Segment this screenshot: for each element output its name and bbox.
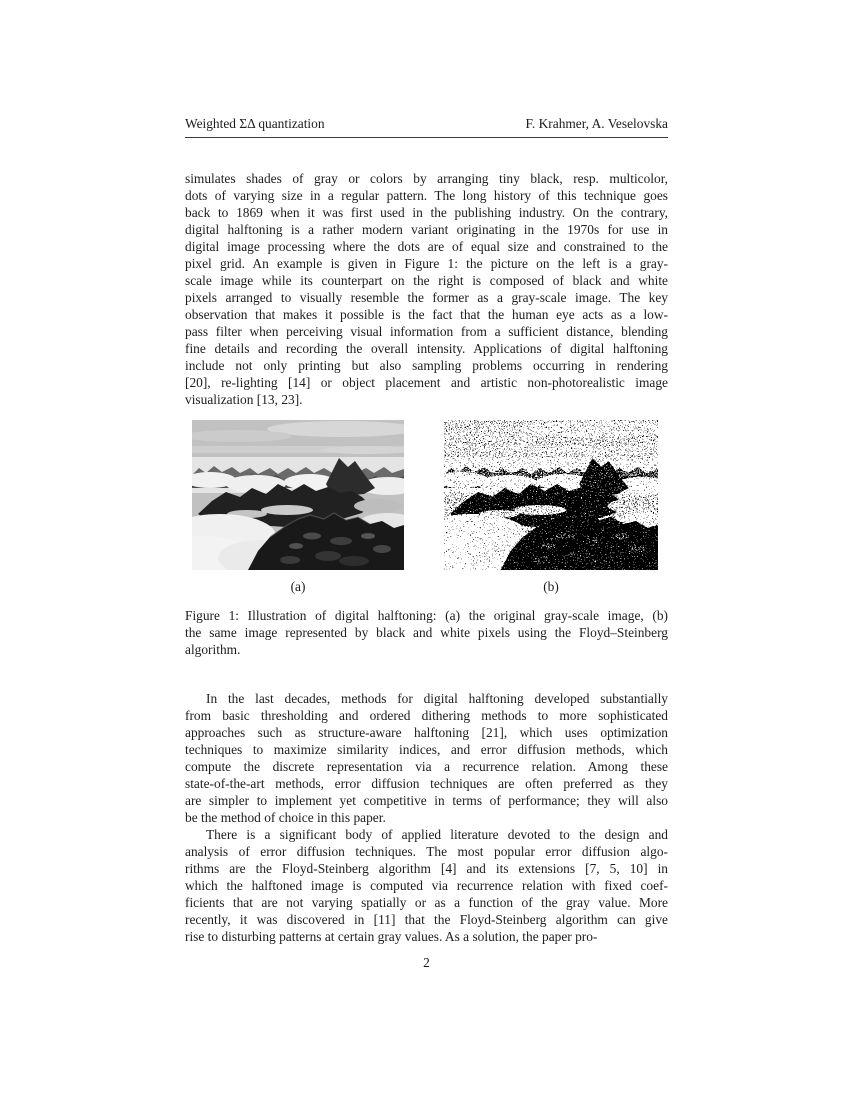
figure-1-caption bbox=[185, 607, 668, 658]
text-line: state-of-the-art methods, error diffusion techniques are often preferred as they bbox=[185, 776, 668, 791]
text-line: observation that makes it possible is the fact that the human eye acts as a low- bbox=[185, 307, 668, 322]
text-line: Figure 1: Illustration of digital halftoning: (a) the original gray-scale image, (b) bbox=[185, 608, 668, 623]
text-line: fine details and recording the overall intensity. Applications of digital halftoning bbox=[185, 341, 668, 356]
subfigure-a bbox=[192, 420, 404, 595]
text-line: In the last decades, methods for digital halftoning developed substantially bbox=[206, 691, 668, 706]
text-line: simulates shades of gray or colors by arranging tiny black, resp. multicolor, bbox=[185, 171, 668, 186]
text-line: the same image represented by black and white pixels using the Floyd–Steinberg bbox=[185, 625, 668, 640]
text-line: pass filter when perceiving visual information from a sufficient distance, blending bbox=[185, 324, 668, 339]
text-line: which the halftoned image is computed via recurrence relation with fixed coef- bbox=[185, 878, 668, 893]
text-line: analysis of error diffusion techniques. The most popular error diffusion algo- bbox=[185, 844, 668, 859]
paragraph-2 bbox=[185, 690, 668, 826]
running-header bbox=[185, 116, 668, 138]
paragraph-1 bbox=[185, 170, 668, 408]
running-authors: F. Krahmer, A. Veselovska bbox=[525, 116, 668, 131]
running-title: Weighted ΣΔ quantization bbox=[185, 116, 325, 131]
page-number: 2 bbox=[423, 955, 430, 970]
text-line: dots of varying size in a regular pattern. The long history of this technique goes bbox=[185, 188, 668, 203]
text-line: recently, it was discovered in [11] that the Floyd-Steinberg algorithm can give bbox=[185, 912, 668, 927]
text-line: techniques to maximize similarity indices, and error diffusion methods, which bbox=[185, 742, 668, 757]
text-line: ficients that are not varying spatially or as a function of the gray value. More bbox=[185, 895, 668, 910]
text-line: pixels arranged to visually resemble the former as a gray-scale image. The key bbox=[185, 290, 668, 305]
subfigure-b bbox=[444, 420, 658, 595]
text-line: scale image while its counterpart on the right is composed of black and white bbox=[185, 273, 668, 288]
subfigure-label-a: (a) bbox=[290, 579, 306, 594]
text-line: be the method of choice in this paper. bbox=[185, 810, 386, 825]
text-line: from basic thresholding and ordered dithering methods to more sophisticated bbox=[185, 708, 668, 723]
text-line: compute the discrete representation via a recurrence relation. Among these bbox=[185, 759, 668, 774]
figure-1a-grayscale-mountain-image bbox=[192, 420, 404, 570]
text-line: digital image processing where the dots are of equal size and constrained to the bbox=[185, 239, 668, 254]
text-line: [20], re-lighting [14] or object placement and artistic non-photorealistic image bbox=[185, 375, 668, 390]
text-line: are simpler to implement yet competitive in terms of performance; they will also bbox=[185, 793, 668, 808]
text-line: include not only printing but also sampling problems occurring in rendering bbox=[185, 358, 668, 373]
body-text-block bbox=[185, 690, 668, 945]
figure-1 bbox=[185, 420, 668, 595]
text-line: rise to disturbing patterns at certain gray values. As a solution, the paper pro- bbox=[185, 929, 598, 944]
paragraph-3 bbox=[185, 826, 668, 945]
subfigure-label-b: (b) bbox=[543, 579, 559, 594]
text-line: approaches such as structure-aware halftoning [21], which uses optimization bbox=[185, 725, 668, 740]
text-line: visualization [13, 23]. bbox=[185, 392, 303, 407]
text-line: back to 1869 when it was first used in the publishing industry. On the contrary, bbox=[185, 205, 668, 220]
text-line: There is a significant body of applied literature devoted to the design and bbox=[206, 827, 668, 842]
text-line: algorithm. bbox=[185, 642, 241, 657]
text-line: pixel grid. An example is given in Figure 1: the picture on the left is a gray- bbox=[185, 256, 668, 271]
text-line: digital halftoning is a rather modern variant originating in the 1970s for use in bbox=[185, 222, 668, 237]
figure-1b-halftoned-mountain-image bbox=[444, 420, 658, 570]
text-line: rithms are the Floyd-Steinberg algorithm [4] and its extensions [7, 5, 10] in bbox=[185, 861, 668, 876]
